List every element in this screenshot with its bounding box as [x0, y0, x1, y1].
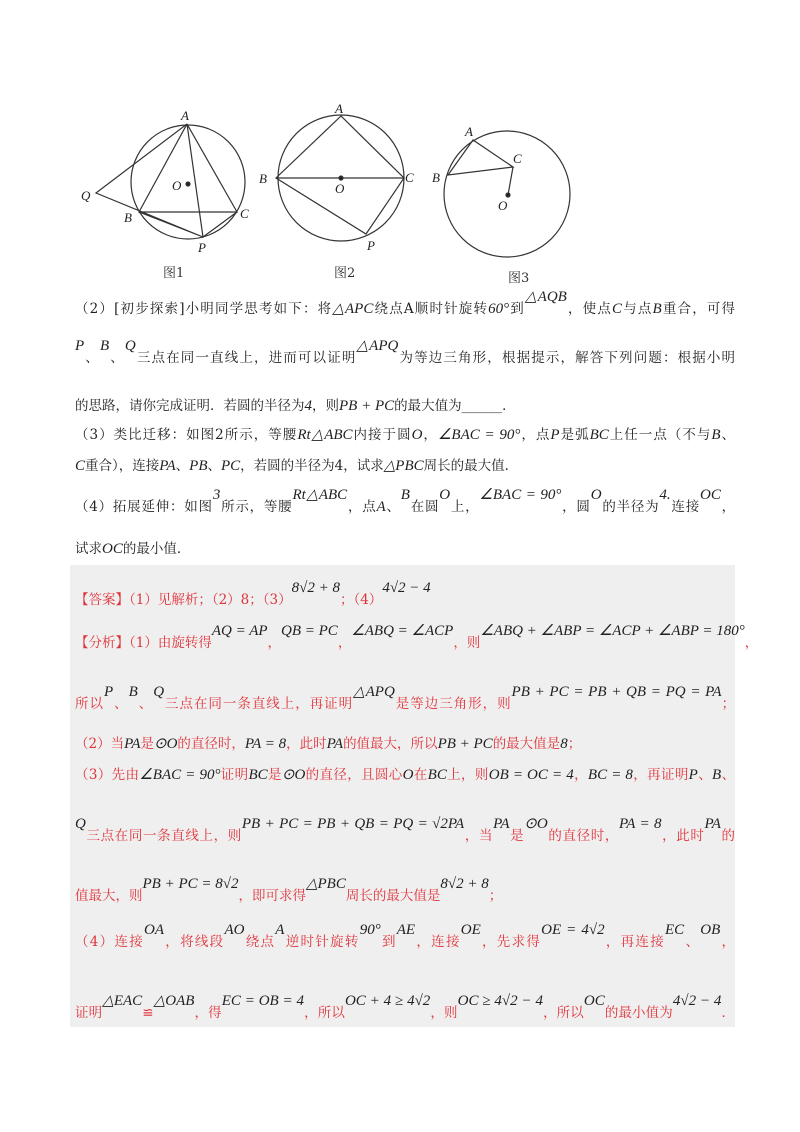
math-expression: PA	[326, 736, 344, 752]
text-segment: ，	[744, 635, 759, 651]
text-segment: （3）先由	[75, 767, 140, 783]
math-expression: 3	[212, 487, 221, 503]
text-segment: ，点	[347, 499, 377, 515]
text-segment: 的最小值．	[122, 541, 191, 557]
figure-3	[432, 124, 570, 257]
math-expression: OE	[460, 922, 481, 938]
text-segment: 的直径时，	[547, 828, 619, 844]
text-segment: 的直径时，	[177, 736, 245, 752]
text-segment: ，则	[453, 635, 481, 651]
label-b: B	[124, 210, 132, 225]
math-expression: PB + PC = 8√2	[142, 876, 239, 892]
text-segment: 、	[720, 427, 736, 443]
math-expression: Q	[124, 338, 136, 354]
label-o: O	[172, 178, 182, 193]
text-segment: 、	[175, 458, 190, 474]
math-expression: A	[376, 499, 386, 515]
text-segment: 的最大值是	[492, 736, 561, 752]
math-expression: 90°	[359, 922, 381, 938]
text-segment: 的值最大，所以	[343, 736, 438, 752]
label-o: O	[498, 198, 508, 213]
label-b: B	[432, 170, 440, 185]
text-segment: 为等边三角形，根据提示，解答下列问题：根据小明	[398, 350, 736, 366]
math-expression: △EAC	[102, 993, 143, 1009]
math-expression: AO	[224, 922, 245, 938]
text-segment: 逆时针旋转	[284, 934, 360, 950]
math-expression: ⊙O	[154, 736, 178, 752]
text-segment: 在圆	[409, 499, 440, 515]
math-expression: Q	[153, 684, 165, 700]
question-3-line-2	[75, 456, 735, 476]
math-expression: P	[550, 427, 560, 443]
math-expression: OB	[700, 922, 721, 938]
math-expression: 60°	[488, 301, 510, 317]
text-segment: ，先求得	[480, 934, 542, 950]
text-segment: ，再证明	[632, 767, 689, 783]
text-segment: ，将线段	[164, 934, 225, 950]
analysis-3-line-1	[75, 765, 735, 785]
math-expression: BC	[589, 427, 609, 443]
label-o: O	[335, 181, 345, 196]
label-p: P	[367, 238, 375, 253]
text-segment: 试求	[75, 541, 102, 557]
analysis-3-line-2	[75, 816, 736, 846]
math-expression: ∠BAC = 90°	[479, 487, 562, 503]
math-expression: OC	[699, 487, 721, 503]
text-segment: 、	[113, 696, 129, 712]
math-expression: C	[612, 301, 623, 317]
analysis-3-line-3	[75, 876, 735, 906]
math-expression: P	[103, 684, 114, 700]
math-expression: A	[275, 922, 285, 938]
text-segment: ，	[720, 934, 736, 950]
text-segment: 的最小值为	[604, 1005, 673, 1021]
math-expression: PA = 8	[244, 736, 287, 752]
math-expression: AQ = AP	[211, 623, 268, 639]
math-expression: △APC	[332, 301, 374, 317]
text-segment: 的半径为	[601, 499, 660, 515]
math-expression: OB = OC = 4	[488, 767, 574, 783]
math-expression: PA	[159, 458, 176, 474]
math-expression: EC	[665, 922, 685, 938]
text-segment: ，当	[464, 828, 494, 844]
question-4-line-2	[75, 539, 735, 559]
math-expression: 8√2 + 8	[291, 580, 340, 596]
text-segment: 周长的最大值．	[423, 458, 519, 474]
analysis-2-line	[75, 734, 735, 754]
math-expression: 4√2 − 4	[672, 993, 722, 1009]
math-expression: △APQ	[353, 684, 395, 700]
math-expression: △AQB	[524, 289, 567, 305]
math-expression: OC ≥ 4√2 − 4	[457, 993, 543, 1009]
math-expression: PB + PC	[437, 736, 493, 752]
math-expression: O	[590, 487, 602, 503]
text-segment: （4）拓展延伸：如图	[75, 499, 213, 515]
text-segment: 的最大值为______．	[394, 398, 516, 414]
analysis-4-line-1	[75, 922, 736, 952]
math-expression: Q	[75, 816, 86, 832]
math-expression: △PBC	[383, 458, 424, 474]
math-expression: O	[411, 427, 423, 443]
figure-1-caption: 图1	[163, 266, 185, 281]
text-segment: ，再连接	[604, 934, 665, 950]
math-expression: Rt△ABC	[292, 487, 348, 503]
label-a: A	[181, 108, 189, 123]
math-expression: PA	[493, 816, 510, 832]
math-expression: C	[75, 458, 86, 474]
text-segment: 是	[140, 736, 154, 752]
math-expression: ∠BAC = 90°	[139, 767, 221, 783]
text-segment: 到	[380, 934, 397, 950]
math-expression: 8√2 + 8	[440, 876, 489, 892]
question-2-line-3	[75, 396, 735, 416]
text-segment: 的	[720, 828, 736, 844]
math-expression: B	[400, 487, 410, 503]
label-a: A	[335, 101, 343, 116]
text-segment: ，	[573, 767, 588, 783]
text-segment: ，	[720, 499, 736, 515]
text-segment: 是	[267, 767, 282, 783]
math-expression: PC	[221, 458, 241, 474]
text-segment: 在	[413, 767, 428, 783]
math-expression: ⊙O	[281, 767, 306, 783]
math-expression: BC	[427, 767, 447, 783]
math-expression: B	[99, 338, 110, 354]
math-expression: EC = OB = 4	[221, 993, 305, 1009]
text-segment: ，所以	[542, 1005, 584, 1021]
text-segment: 、	[684, 934, 701, 950]
math-expression: PB + PC	[339, 398, 395, 414]
text-segment: 所示，等腰	[220, 499, 293, 515]
text-segment: 、	[385, 499, 401, 515]
text-segment: 重合，可得	[661, 301, 736, 317]
math-expression: ∠BAC = 90°	[437, 427, 521, 443]
math-expression: QB = PC	[281, 623, 338, 639]
math-expression: △APQ	[356, 338, 399, 354]
analysis-1-line-2	[75, 684, 736, 714]
text-segment: ；（4）	[339, 592, 383, 608]
text-segment: ，则	[430, 1005, 458, 1021]
text-segment: 的思路，请你完成证明．若圆的半径为	[75, 398, 305, 414]
answer-line	[75, 580, 735, 610]
text-segment: 、	[137, 696, 154, 712]
math-expression: PA	[124, 736, 141, 752]
question-4-line-1	[75, 487, 736, 517]
text-segment: 是等边三角形，则	[394, 696, 512, 712]
text-segment: 上任一点（不与	[608, 427, 712, 443]
math-expression: BC = 8	[587, 767, 633, 783]
text-segment: ，此时	[661, 828, 705, 844]
text-segment: ，得	[194, 1005, 222, 1021]
text-segment: ，则	[312, 398, 339, 414]
text-segment: 所以	[75, 696, 104, 712]
text-segment: 三点在同一直线上，进而可以证明	[135, 350, 357, 366]
math-expression: ∠ABQ = ∠ACP	[351, 623, 454, 639]
math-expression: PA = 8	[618, 816, 662, 832]
text-segment: 周长的最大值是	[345, 888, 441, 904]
text-segment: ，连接	[415, 934, 461, 950]
text-segment: 上，则	[446, 767, 489, 783]
math-expression: △PBC	[305, 876, 346, 892]
label-p: P	[198, 240, 206, 255]
text-segment: 、	[721, 767, 736, 783]
figure-2	[259, 101, 414, 253]
question-3-line-1	[75, 425, 735, 445]
math-expression: O	[402, 767, 414, 783]
text-segment: 证明	[220, 767, 249, 783]
text-segment: 【分析】（1）由旋转得	[75, 635, 212, 651]
text-segment: 【答案】（1）见解析；（2）8；（3）	[75, 592, 292, 608]
math-expression: ⊙O	[524, 816, 548, 832]
math-expression: 8	[560, 736, 568, 752]
math-expression: B	[128, 684, 138, 700]
text-segment: （4）连接	[75, 934, 145, 950]
math-expression: PB + PC = PB + QB = PQ = PA	[511, 684, 722, 700]
text-segment: 的直径，且圆心	[305, 767, 403, 783]
math-expression: B	[711, 427, 721, 443]
math-expression: △OAB	[153, 993, 195, 1009]
text-segment: （2）[初步探索]小明同学思考如下：将	[75, 301, 333, 317]
text-segment: 绕点	[244, 934, 276, 950]
text-segment: 三点在同一条直线上，再证明	[164, 696, 354, 712]
text-segment: ，	[422, 427, 438, 443]
text-segment: ，圆	[561, 499, 591, 515]
question-2-line-1	[75, 289, 736, 319]
math-expression: ∠ABQ + ∠ABP = ∠ACP + ∠ABP = 180°	[480, 623, 745, 639]
text-segment: 、	[84, 350, 100, 366]
math-expression: PA	[704, 816, 721, 832]
text-segment: 、	[109, 350, 125, 366]
text-segment: ，	[267, 635, 282, 651]
math-expression: 4	[304, 398, 312, 414]
math-expression: P	[75, 338, 85, 354]
text-segment: （3）类比迁移：如图2所示，等腰	[75, 427, 298, 443]
math-expression: AE	[396, 922, 416, 938]
text-segment: 是	[509, 828, 525, 844]
math-expression: OE = 4√2	[541, 922, 605, 938]
math-expression: 4√2 − 4	[382, 580, 431, 596]
text-segment: 值最大，则	[75, 888, 143, 904]
text-segment: 到	[509, 301, 525, 317]
text-segment: 内接于圆	[352, 427, 412, 443]
text-segment: 重合），连接	[85, 458, 160, 474]
label-c: C	[405, 170, 414, 185]
math-expression: PB + PC = PB + QB = PQ = √2PA	[241, 816, 465, 832]
text-segment: 、	[207, 458, 221, 474]
label-c: C	[513, 151, 522, 166]
math-expression: OC	[583, 993, 605, 1009]
text-segment: 、	[697, 767, 713, 783]
math-expression: PB	[189, 458, 208, 474]
text-segment: ，即可求得	[238, 888, 306, 904]
text-segment: ，	[337, 635, 352, 651]
text-segment: ，所以	[304, 1005, 345, 1021]
question-2-line-2	[75, 338, 736, 368]
text-segment: （2）当	[75, 736, 125, 752]
text-segment: ，若圆的半径为4，试求	[240, 458, 384, 474]
math-expression: OC	[102, 541, 123, 557]
text-segment: ，此时	[286, 736, 327, 752]
analysis-4-line-2	[75, 993, 736, 1023]
text-segment: 是弧	[559, 427, 590, 443]
math-expression: B	[712, 767, 722, 783]
figure-1	[81, 108, 249, 255]
figures	[0, 0, 800, 300]
math-expression: P	[688, 767, 698, 783]
text-segment: 上，	[450, 499, 480, 515]
math-expression: O	[439, 487, 451, 503]
analysis-1-line-1	[75, 623, 759, 653]
math-expression: B	[652, 301, 662, 317]
text-segment: ．	[721, 1005, 736, 1021]
text-segment: ；	[721, 696, 736, 712]
math-expression: Rt△ABC	[297, 427, 353, 443]
text-segment: ；	[488, 888, 503, 904]
text-segment: 证明	[75, 1005, 103, 1021]
label-q: Q	[81, 188, 91, 203]
label-b: B	[259, 171, 267, 186]
text-segment: 与点	[622, 301, 653, 317]
text-segment: 绕点A顺时针旋转	[373, 301, 489, 317]
text-segment: 三点在同一条直线上，则	[85, 828, 242, 844]
figure-3-caption: 图3	[508, 271, 530, 286]
text-segment: ≌	[142, 1005, 154, 1021]
text-segment: 连接	[670, 499, 700, 515]
label-a: A	[465, 124, 473, 139]
text-segment: ；	[567, 736, 582, 752]
figure-2-caption: 图2	[334, 266, 356, 281]
math-expression: OA	[144, 922, 165, 938]
math-expression: BC	[248, 767, 268, 783]
text-segment: ，点	[520, 427, 551, 443]
label-c: C	[240, 206, 249, 221]
math-expression: 4.	[659, 487, 671, 503]
text-segment: ，使点	[566, 301, 613, 317]
math-expression: OC + 4 ≥ 4√2	[344, 993, 431, 1009]
